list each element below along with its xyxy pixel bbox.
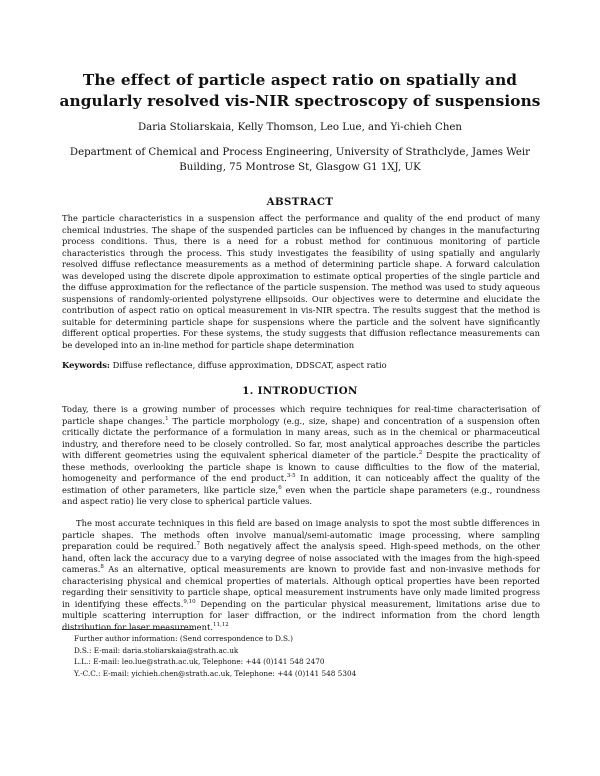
citation-ref: 11,12 xyxy=(212,622,229,629)
keywords-label: Keywords: xyxy=(62,360,110,370)
footnote-line: Y.-C.C.: E-mail: yichieh.chen@strath.ac.uk, Telephone: +44 (0)141 548 5304 xyxy=(74,668,357,678)
footnote-divider xyxy=(62,629,194,630)
intro-text: As an alternative, optical measurements are known to provide fast and non-invasive methods for characterising physical and chemical properties of materials. Although optical properties have been reported regarding their sensitivity to particle shape, optical measurement instruments have only made limited progress in identifying these effects. xyxy=(62,564,540,609)
citation-ref: 7 xyxy=(196,541,200,548)
intro-text: even when the particle shape parameters (e.g., roundness and aspect ratio) lie very close to spherical particle values. xyxy=(62,484,540,507)
abstract-text: The particle characteristics in a suspension affect the performance and quality of the end product of many chemical industries. The shape of the suspended particles can be influenced by changes in the manufacturing process conditions. Thus, there is a need for a robust method for continuous monitoring of particle characteristics through the process. This study investigates the feasibility of using spatially and angularly resolved diffuse reflectance measurements as a method of determining particle shape. A forward calculation was developed using the discrete dipole approximation to estimate optical properties of the single particle and the diffuse approximation for the reflectance of the particle suspension. The method was used to study aqueous suspensions of randomly-oriented polystyrene ellipsoids. Our objectives were to determine and elucidate the contribution of aspect ratio on optical measurement in vis-NIR spectra. The results suggest that the method is suitable for determining particle shape for suspensions where the particle and the solvent have significantly different optical properties. For these systems, the study suggests that diffusion reflectance measurements can be developed into an in-line method for particle shape determination xyxy=(62,213,540,351)
intro-paragraph-1 xyxy=(62,404,540,508)
footnote-line: L.L.: E-mail: leo.lue@strath.ac.uk, Telephone: +44 (0)141 548 2470 xyxy=(74,657,325,667)
footnotes xyxy=(74,633,540,679)
intro-text: Today, there is a growing number of processes which require techniques for real-time characterisation of particle shape changes. xyxy=(62,404,540,426)
intro-text: Despite the practicality of these methods, overlooking the particle shape is known to cause difficulties to the flow of the material, homogeneity and performance of the end product. xyxy=(62,450,540,484)
citation-ref: 8 xyxy=(100,564,104,571)
keywords-text: Diffuse reflectance, diffuse approximation, DDSCAT, aspect ratio xyxy=(112,360,387,370)
intro-text: Depending on the particular physical measurement, limitations arise due to multiple scattering interruption for laser diffraction, or the indirect information from the chord length distribution for laser measurement. xyxy=(62,598,540,632)
intro-text: In addition, it can noticeably affect the quality of the estimation of other parameters, like particle size, xyxy=(62,473,540,495)
footnote-line: Further author information: (Send correspondence to D.S.) xyxy=(74,634,293,643)
citation-ref: 9,10 xyxy=(183,599,196,606)
intro-text: The particle morphology (e.g., size, shape) and concentration of a suspension often critically dictate the performance of a formulation in many areas, such as in the chemical or pharmaceutical industry, and therefore need to be closely controlled. So far, most analytical approaches describe the particles with different geometries using the equivalent spherical diameter of the particle. xyxy=(62,415,540,461)
paper-title: The effect of particle aspect ratio on spatially and angularly resolved vis-NIR spectroscopy of suspensions xyxy=(59,71,541,110)
citation-ref: 2 xyxy=(418,450,423,457)
intro-text: The most accurate techniques in this field are based on image analysis to spot the most subtle differences in particle shapes. The methods often involve manual/semi-automatic image processing, where sampling preparation could be required. xyxy=(62,518,540,552)
introduction-heading: 1. INTRODUCTION xyxy=(242,385,358,397)
footnote-line: D.S.: E-mail: daria.stoliarskaia@strath.ac.uk xyxy=(74,645,239,655)
intro-paragraph-2 xyxy=(62,518,540,633)
citation-ref: 1 xyxy=(165,415,169,422)
abstract-heading: ABSTRACT xyxy=(266,196,334,208)
keywords xyxy=(62,360,540,372)
citation-ref: 6 xyxy=(278,485,282,492)
citation-ref: 3-5 xyxy=(286,473,296,480)
affiliation: Department of Chemical and Process Engineering, University of Strathclyde, James Weir Building, 75 Montrose St, Glasgow G1 1XJ, UK xyxy=(69,147,531,173)
intro-text: Both negatively affect the analysis speed. High-speed methods, on the other hand, often lack the accuracy due to a varying degree of noise associated with the images from the high-speed cameras. xyxy=(62,541,540,575)
author-list: Daria Stoliarskaia, Kelly Thomson, Leo Lue, and Yi-chieh Chen xyxy=(138,122,462,133)
